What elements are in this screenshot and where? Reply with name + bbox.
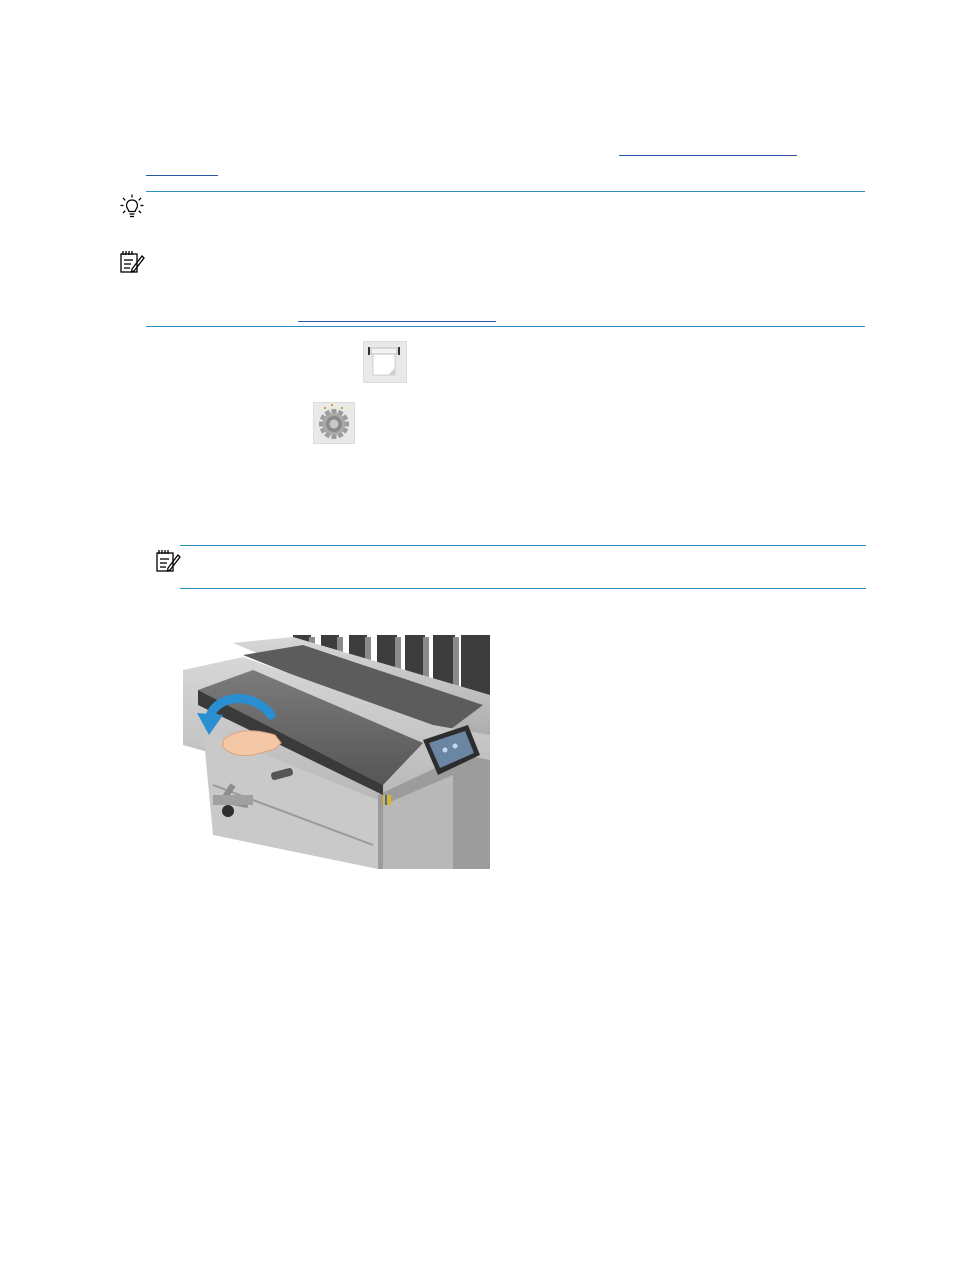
settings-button [313, 402, 355, 444]
note-pencil-icon [155, 549, 181, 573]
gear-icon [314, 403, 354, 443]
note-pencil-icon [119, 250, 145, 274]
printer-scanner-lid-open-illustration [183, 635, 490, 869]
lightbulb-icon [120, 194, 144, 220]
note2-bottom-rule [180, 588, 866, 589]
top-link-cont-underline[interactable] [146, 175, 218, 176]
note2-top-rule [180, 545, 866, 546]
paper-button [363, 341, 407, 383]
paper-roll-icon [364, 342, 406, 382]
note-link-underline[interactable] [298, 321, 496, 322]
top-link-underline[interactable] [619, 155, 797, 156]
note-bottom-rule [146, 326, 865, 327]
tip-top-rule [146, 191, 865, 192]
